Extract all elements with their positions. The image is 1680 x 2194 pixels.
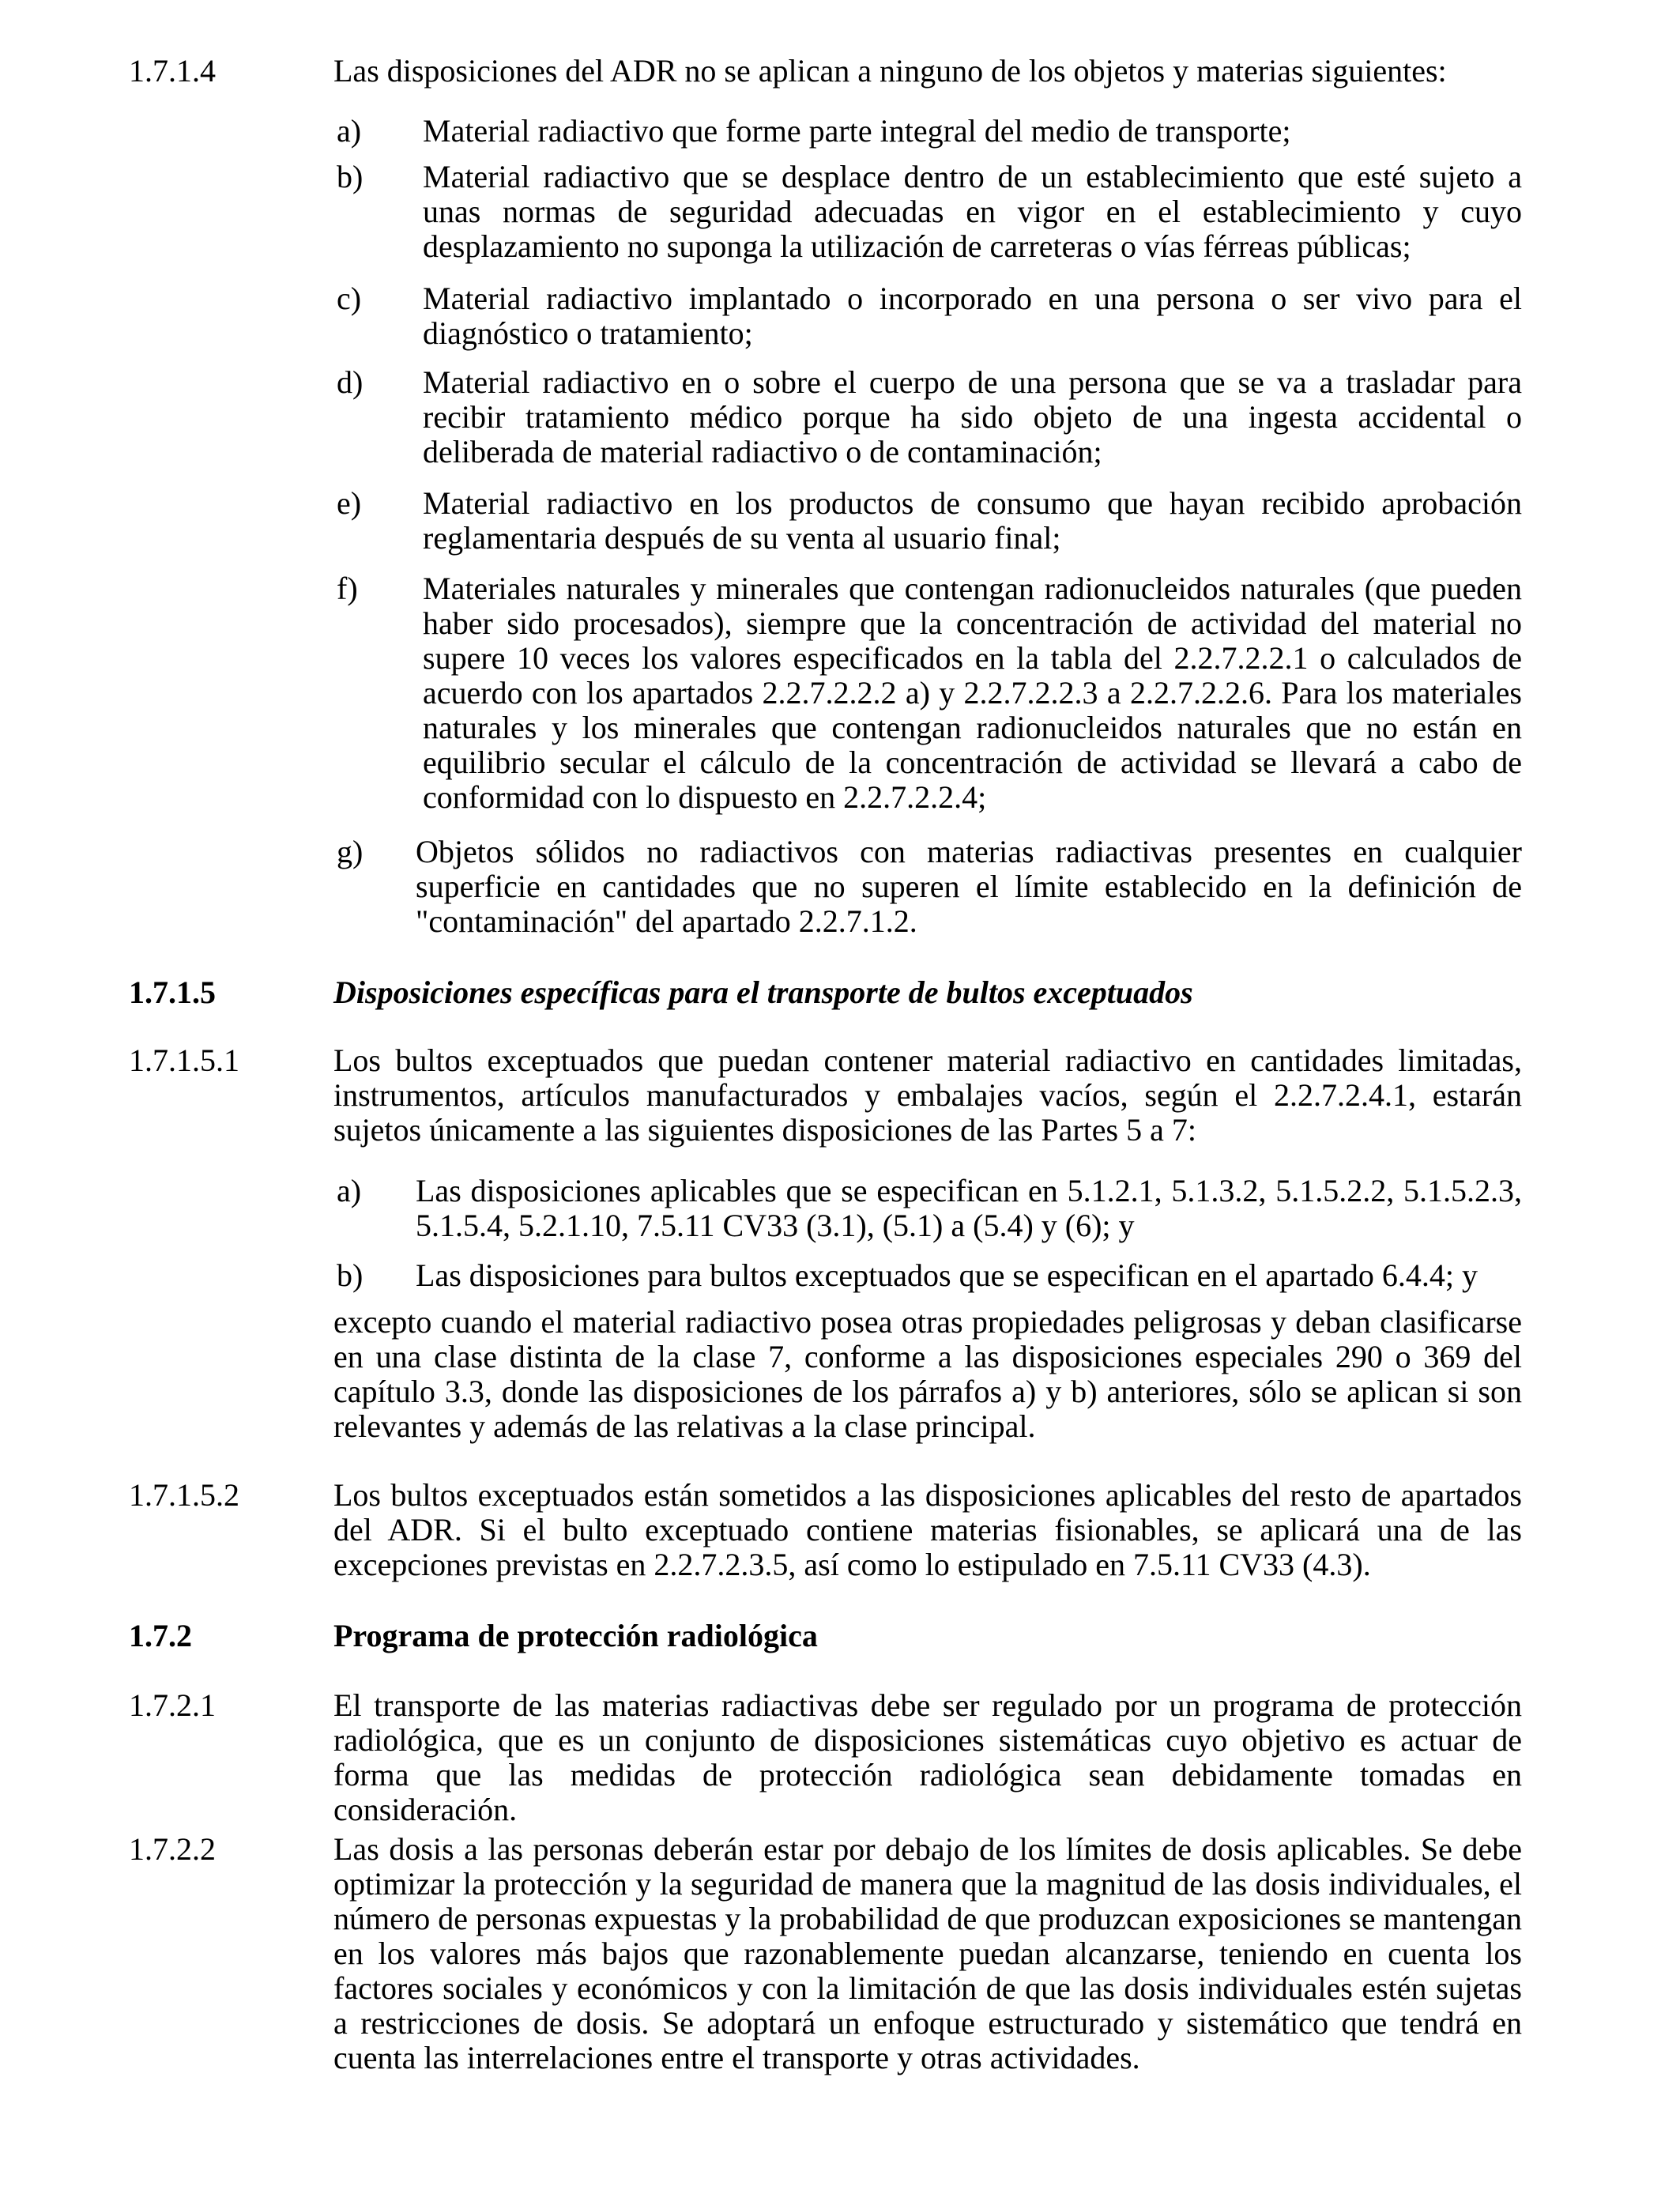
item-text: Materiales naturales y minerales que contengan radionucleidos naturales (que pueden haber sido procesados), siempre que la concentración de actividad del material no supere 10 veces los valores especificados en la tabla del 2.2.7.2.2.1 o calculados de acuerdo con los apartados 2.2.7.2.2.2 a) y 2.2.7.2.2.3 a 2.2.7.2.2.6. Para los materiales naturales y los minerales que contengan radionucleidos naturales que no están en equilibrio secular el cálculo de la concentración de actividad se llevará a cabo de conformidad con lo dispuesto en 2.2.7.2.2.4;	[423, 571, 1522, 815]
section-title: Disposiciones específicas para el transporte de bultos exceptuados	[333, 974, 1193, 1010]
section-text: Las dosis a las personas deberán estar por debajo de los límites de dosis aplicables. Se debe optimizar la protección y la seguridad de manera que la magnitud de las dosis individuales, el número de personas expuestas y la probabilidad de que produzcan exposiciones se mantengan en los valores más bajos que razonablemente puedan alcanzarse, teniendo en cuenta los factores sociales y económicos y con la limitación de que las dosis individuales estén sujetas a restricciones de dosis. Se adoptará un enfoque estructurado y sistemático que tendrá en cuenta las interrelaciones entre el transporte y otras actividades.	[333, 1831, 1522, 2075]
section-number: 1.7.1.4	[129, 53, 216, 89]
item-label: b)	[337, 159, 363, 194]
item-label: b)	[337, 1257, 363, 1293]
item-label: c)	[337, 281, 362, 316]
section-text: Los bultos exceptuados están sometidos a las disposiciones aplicables del resto de apartados del ADR. Si el bulto exceptuado contiene materias fisionables, se aplicará una de las excepciones previstas en 2.2.7.2.3.5, así como lo estipulado en 7.5.11 CV33 (4.3).	[333, 1477, 1522, 1582]
item-text: Material radiactivo implantado o incorporado en una persona o ser vivo para el diagnóstico o tratamiento;	[423, 281, 1522, 351]
section-intro: Las disposiciones del ADR no se aplican a ninguno de los objetos y materias siguientes:	[333, 53, 1447, 89]
item-text: Material radiactivo que forme parte integral del medio de transporte;	[423, 113, 1291, 149]
section-text: El transporte de las materias radiactivas debe ser regulado por un programa de protección radiológica, que es un conjunto de disposiciones sistemáticas cuyo objetivo es actuar de forma que las medidas de protección radiológica sean debidamente tomadas en consideración.	[333, 1687, 1522, 1827]
item-text: Las disposiciones para bultos exceptuados que se especifican en el apartado 6.4.4; y	[416, 1257, 1478, 1293]
closing-text: excepto cuando el material radiactivo posea otras propiedades peligrosas y deban clasificarse en una clase distinta de la clase 7, conforme a las disposiciones especiales 290 o 369 del capítulo 3.3, donde las disposiciones de los párrafos a) y b) anteriores, sólo se aplican si son relevantes y además de las relativas a la clase principal.	[333, 1304, 1522, 1444]
section-title: Programa de protección radiológica	[333, 1618, 818, 1653]
item-label: e)	[337, 485, 362, 521]
item-label: d)	[337, 364, 363, 400]
section-number: 1.7.2.2	[129, 1831, 216, 1867]
section-intro: Los bultos exceptuados que puedan contener material radiactivo en cantidades limitadas, instrumentos, artículos manufacturados y embalajes vacíos, según el 2.2.7.2.4.1, estarán sujetos únicamente a las siguientes disposiciones de las Partes 5 a 7:	[333, 1042, 1522, 1148]
section-number: 1.7.1.5.1	[129, 1042, 239, 1078]
section-number: 1.7.1.5.2	[129, 1477, 239, 1513]
section-number: 1.7.2.1	[129, 1687, 216, 1723]
item-text: Material radiactivo que se desplace dentro de un establecimiento que esté sujeto a unas normas de seguridad adecuadas en vigor en el establecimiento y cuyo desplazamiento no suponga la utilización de carreteras o vías férreas públicas;	[423, 159, 1522, 264]
item-label: f)	[337, 571, 358, 606]
item-text: Objetos sólidos no radiactivos con materias radiactivas presentes en cualquier superficie en cantidades que no superen el límite establecido en la definición de "contaminación" del apartado 2.2.7.1.2.	[416, 834, 1522, 939]
section-number: 1.7.1.5	[129, 974, 216, 1010]
section-number: 1.7.2	[129, 1618, 192, 1653]
item-label: g)	[337, 834, 363, 869]
item-label: a)	[337, 113, 362, 149]
item-text: Las disposiciones aplicables que se especifican en 5.1.2.1, 5.1.3.2, 5.1.5.2.2, 5.1.5.2.3, 5.1.5.4, 5.2.1.10, 7.5.11 CV33 (3.1), (5.1) a (5.4) y (6); y	[416, 1173, 1522, 1243]
item-label: a)	[337, 1173, 362, 1208]
item-text: Material radiactivo en los productos de consumo que hayan recibido aprobación reglamentaria después de su venta al usuario final;	[423, 485, 1522, 556]
item-text: Material radiactivo en o sobre el cuerpo de una persona que se va a trasladar para recibir tratamiento médico porque ha sido objeto de una ingesta accidental o deliberada de material radiactivo o de contaminación;	[423, 364, 1522, 469]
